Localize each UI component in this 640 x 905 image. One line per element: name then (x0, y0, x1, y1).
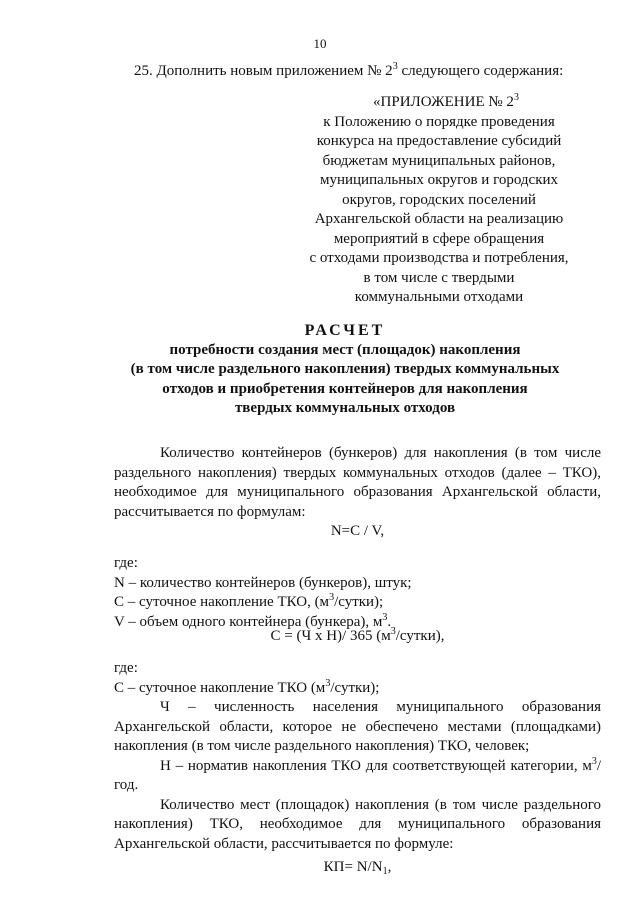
superscript: 3 (390, 626, 396, 637)
where-label: где: (114, 660, 138, 676)
definition-c (114, 679, 601, 699)
appendix-line: бюджетам муниципальных районов, (322, 152, 556, 169)
superscript: 3 (513, 92, 519, 103)
formula-text-end: /сутки), (395, 628, 445, 644)
definitions-block-1 (114, 554, 601, 632)
definition-n: N – количество контейнеров (бункеров), штук; (114, 574, 412, 591)
definition-text: C – суточное накопление ТКО, (м (114, 594, 330, 610)
superscript: 3 (382, 611, 388, 623)
superscript: 3 (591, 755, 597, 767)
appendix-line: к Положению о порядке проведения (323, 113, 555, 130)
superscript: 3 (392, 61, 398, 72)
definitions-block-2 (114, 659, 601, 854)
amendment-text: 25. Дополнить новым приложением № 2 (134, 63, 393, 79)
definition-text-end: /сутки); (330, 679, 380, 696)
appendix-title-text: «ПРИЛОЖЕНИЕ № 2 (373, 94, 514, 110)
appendix-header (302, 93, 576, 308)
heading-line: потребности создания мест (площадок) накопления (169, 341, 521, 358)
definition-text-end: /сутки); (334, 594, 384, 610)
formula-text: КП= N/N (323, 859, 383, 875)
where-label: где: (114, 555, 138, 571)
superscript: 3 (325, 677, 331, 689)
appendix-line: округов, городских поселений (342, 191, 536, 208)
superscript: 3 (329, 592, 335, 603)
page-number: 10 (313, 36, 327, 51)
definition-text-end: . (387, 613, 392, 630)
appendix-line: коммунальными отходами (354, 289, 524, 305)
definition-text-end: /год. (114, 757, 601, 793)
appendix-line: мероприятий в сфере обращения (333, 230, 545, 247)
definition-text: Н – норматив накопления ТКО для соответствующей категории, м (160, 757, 592, 774)
formula-c (114, 627, 601, 647)
subscript: 1 (382, 866, 388, 877)
document-heading (90, 321, 600, 419)
formula-kp (114, 858, 601, 878)
formula-text-end: , (387, 859, 392, 875)
appendix-line: конкурса на предоставление субсидий (316, 133, 562, 149)
intro-block (114, 444, 601, 522)
intro-paragraph: Количество контейнеров (бункеров) для накопления (в том числе раздельного накопления) твердых коммунальных отходов (далее – ТКО), необходимое для муниципального образования Архангельской области, рассчитывается по формулам: (114, 445, 601, 520)
amendment-line (134, 62, 563, 82)
heading-line: отходов и приобретения контейнеров для накопления (162, 380, 528, 397)
heading-word: РАСЧЕТ (304, 322, 386, 339)
appendix-line: в том числе с твердыми (363, 269, 515, 286)
definition-text: C – суточное накопление ТКО (м (114, 679, 326, 696)
heading-line: (в том числе раздельного накопления) твердых коммунальных (130, 361, 560, 377)
definition-h (114, 757, 601, 796)
formula-n: N=C / V, (330, 523, 385, 539)
formula-text: C = (Ч х Н)/ 365 (м (270, 628, 391, 644)
appendix-title (302, 93, 576, 113)
definition-c (114, 593, 601, 613)
heading-line: твердых коммунальных отходов (234, 400, 456, 416)
definition-text: V – объем одного контейнера (бункера), м (114, 613, 383, 630)
appendix-line: Архангельской области на реализацию (314, 211, 564, 227)
definition-ch: Ч – численность населения муниципального образования Архангельской области, которое не обеспечено местами (площадками) накопления (в том числе раздельного накопления) ТКО, человек; (114, 699, 601, 754)
appendix-line: с отходами производства и потребления, (309, 250, 569, 266)
appendix-line: муниципальных округов и городских (319, 172, 559, 188)
amendment-text-end: следующего содержания: (397, 63, 564, 79)
kp-paragraph: Количество мест (площадок) накопления (в том числе раздельного накопления) ТКО, необходимое для муниципального образования Архангельской области, рассчитывается по формуле: (114, 796, 601, 852)
